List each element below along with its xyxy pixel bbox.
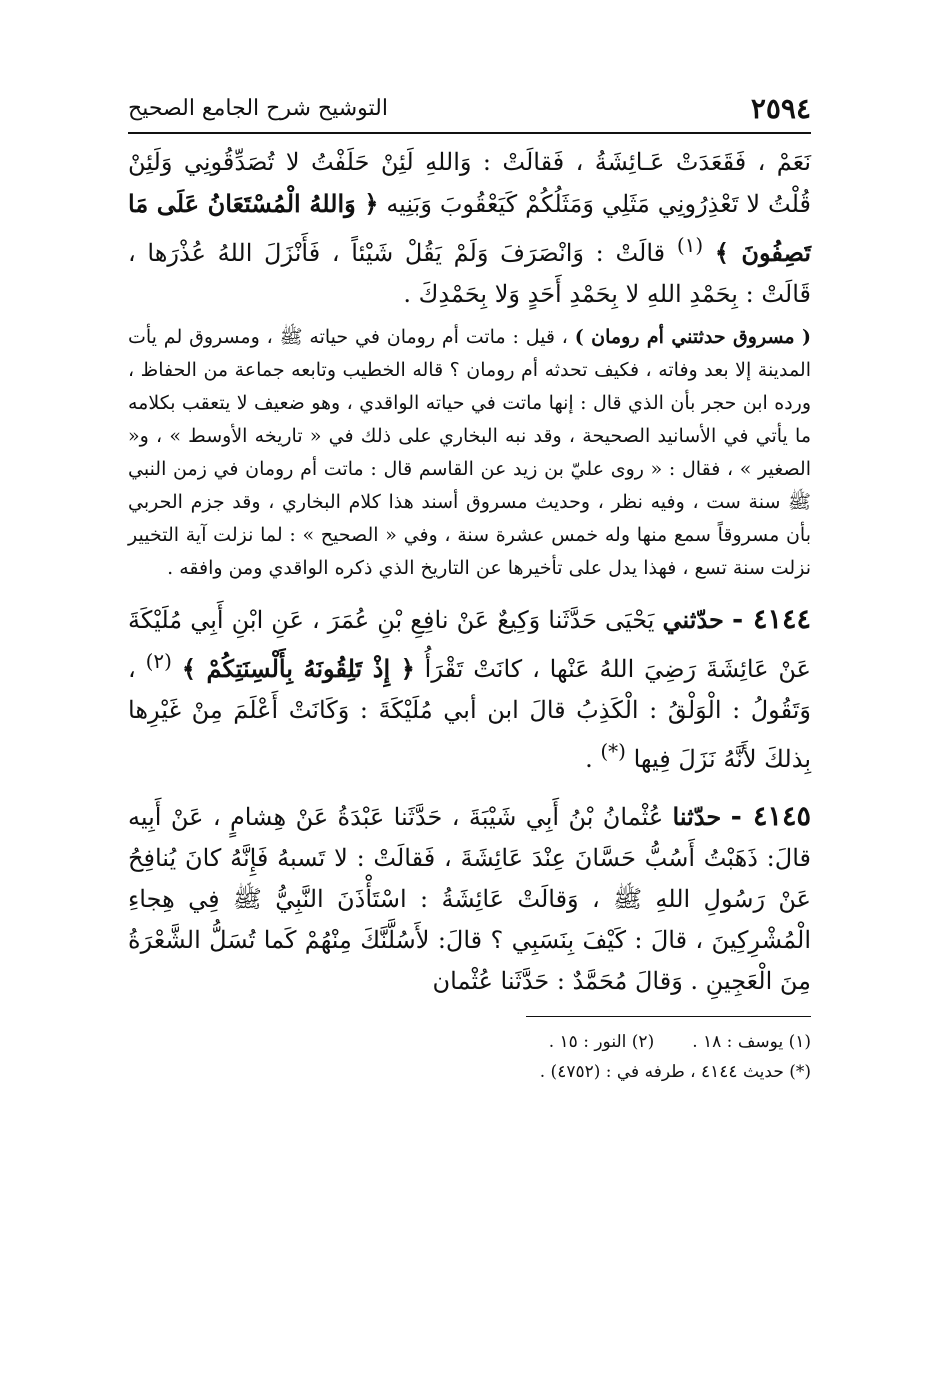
hadith-lead-word: حدّثنا xyxy=(672,802,722,831)
footnote-star: (*) حديث ٤١٤٤ ، طرفه في : (٤٧٥٢) . xyxy=(539,1062,811,1082)
footnote-ref: (١) xyxy=(676,233,704,257)
running-title: التوشيح شرح الجامع الصحيح xyxy=(128,96,388,121)
commentary-lemma: ( مسروق حدثتني أم رومان ) xyxy=(574,326,811,348)
quran-quote: ﴿ إِذْ تَلِقُونَهُ بِأَلْسِنَتِكُمْ ﴾ xyxy=(181,654,415,683)
footnote-row xyxy=(128,1027,811,1057)
page-header xyxy=(128,88,811,134)
page-number: ٢٥٩٤ xyxy=(750,92,811,125)
hadith-text-continuation xyxy=(128,142,811,315)
hadith-number: ٤١٤٥ - xyxy=(730,801,811,832)
hadith-text: عُثْمانُ بْنُ أَبِي شَيْبَةَ ، حَدَّثَنا عَبْدَةُ عَنْ هِشامٍ ، عَنْ أَبِيه قالَ: ذَهَبْتُ أَسُبُّ حَسَّانَ عِنْدَ عَائِشَةَ ، فَقالَتْ : لا تَسبهُ فَإِنَّهُ كانَ يُنافِحُ عَنْ رَسُولِ اللهِ ﷺ ، وَقالَتْ عَائِشَةُ : اسْتَأْذَنَ النَّبِيُّ ﷺ فِي هِجاءِ الْمُشْرِكِينَ ، قالَ : كَيْفَ بِنَسَبِي ؟ قالَ: لأَسُلَّنَّكَ مِنْهُمْ كَما تُسَلُّ الشَّعْرَةُ مِنَ الْعَجِينِ . وَقالَ مُحَمَّدٌ : حَدَّثَنا عُثْمان xyxy=(128,803,811,995)
hadith-text-part-2: قالَتْ : وَانْصَرَفَ وَلَمْ يَقُلْ شَيْئاً ، فَأَنْزَلَ اللهُ عُذْرَها ، قَالَتْ : بِحَمْدِ اللهِ لا بِحَمْدِ أَحَدٍ وَلا بِحَمْدِكَ . xyxy=(128,239,811,308)
footnotes xyxy=(128,1027,811,1087)
commentary-text: ، قيل : ماتت أم رومان في حياته ﷺ ، ومسروق لم يأت المدينة إلا بعد وفاته ، فكيف تحدثه أم رومان ؟ قاله الخطيب وتابعه جماعة من الحفاظ ، ورده ابن حجر بأن الذي قال : إنها ماتت في حياته الواقدي ، وهو ضعيف لا يتعقب بكلامه ما يأتي في الأسانيد الصحيحة ، وقد نبه البخاري على ذلك في « تاريخه الأوسط » ، و« الصغير » ، فقال : « روى عليّ بن زيد عن القاسم قال : ماتت أم رومان في زمن النبي ﷺ سنة ست ، وفيه نظر ، وحديث مسروق أسند هذا كلام البخاري ، وقد جزم الحربي بأن مسروقاً سمع منها وله خمس عشرة سنة ، وفي « الصحيح » : لما نزلت آية التخيير نزلت سنة تسع ، فهذا يدل على تأخيرها عن التاريخ الذي ذكره الواقدي ومن وافقه . xyxy=(128,326,811,579)
footnote-2: (٢) النور : ١٥ . xyxy=(548,1032,655,1052)
hadith-lead-word: حدّثني xyxy=(662,605,724,634)
hadith-4144 xyxy=(128,599,811,780)
hadith-number: ٤١٤٤ - xyxy=(731,604,811,635)
commentary-paragraph xyxy=(128,321,811,585)
hadith-4145 xyxy=(128,796,811,1002)
footnote-1: (١) يوسف : ١٨ . xyxy=(692,1032,811,1052)
document-page xyxy=(128,88,811,1087)
footnote-ref: (٢) xyxy=(145,649,172,673)
hadith-end: . xyxy=(585,745,593,773)
quran-quote: ﴿ وَاللهُ الْمُسْتَعَانُ عَلَى مَا تَصِفُونَ ﴾ xyxy=(128,189,812,267)
hadith-text-b: ، وَتَقُولُ : الْوَلْقُ : الْكَذِبُ قالَ ابن أبي مُلَيْكَةَ : وَكَانَتْ أَعْلَمَ مِنْ غَيْرِها بِذلكَ لأَنَّهُ نَزَلَ فِيها xyxy=(128,655,811,773)
star-footnote-ref: (*) xyxy=(600,739,626,763)
footnote-divider xyxy=(526,1016,811,1017)
hadith-text-a: يَحْيَى حَدَّثَنا وَكِيعٌ عَنْ نافِعِ بْنِ عُمَرَ ، عَنِ ابْنِ أَبِي مُلَيْكَةَ عَنْ عَائِشَةَ رَضِيَ اللهُ عَنْها ، كانَتْ تَقْرَأُ xyxy=(128,606,811,683)
hadith-text-part-1: نَعَمْ ، فَقَعَدَتْ عَـائِشَةُ ، فَقالَتْ : وَاللهِ لَئِنْ حَلَفْتُ لا تُصَدِّقُونِي وَلَئِنْ قُلْتُ لا تَعْذِرُونِي مَثَلِي وَمَثَلُكُمْ كَيَعْقُوبَ وَبَنِيه xyxy=(128,148,811,218)
